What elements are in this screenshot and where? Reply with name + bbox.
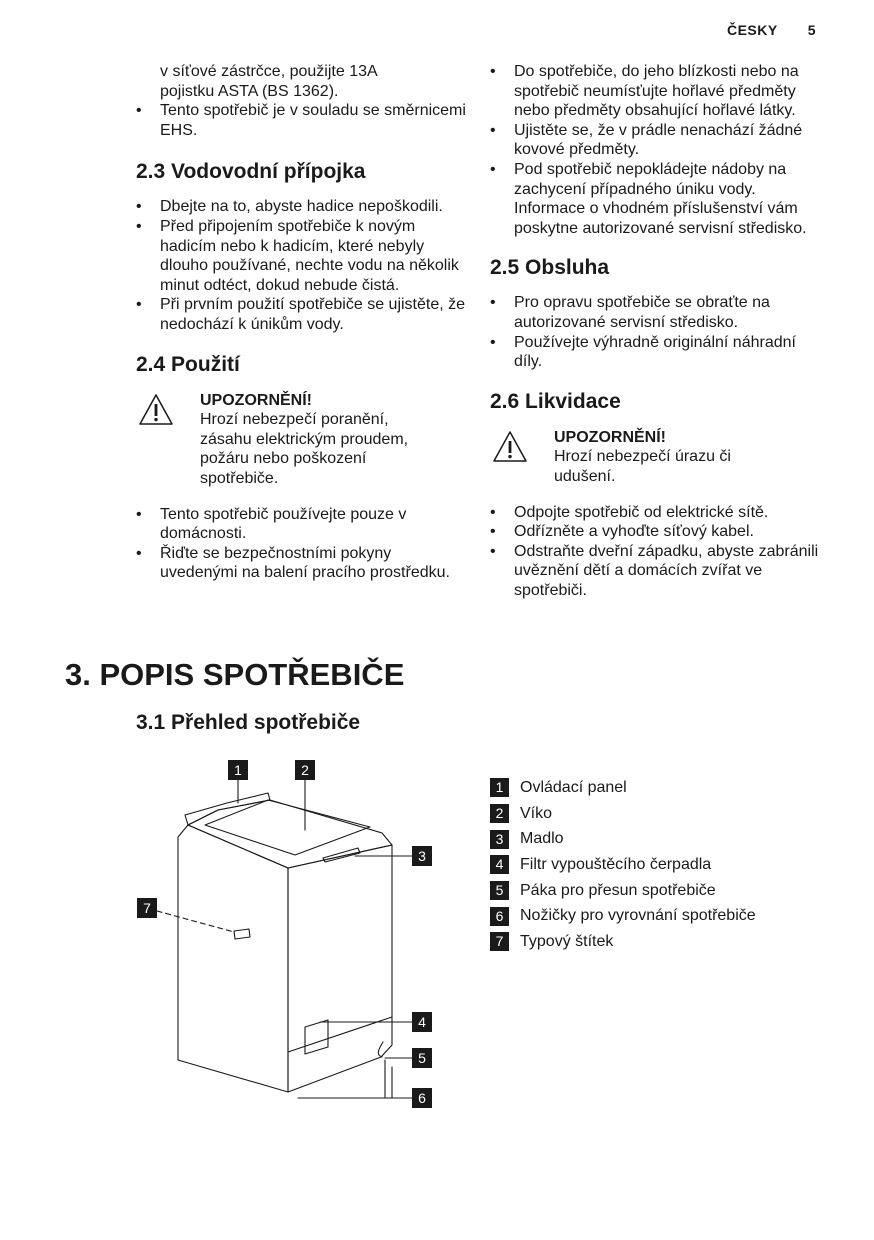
left-column: [136, 62, 466, 583]
list-item: • Tento spotřebič používejte pouze v domácnosti.: [136, 505, 466, 544]
legend-label: Víko: [520, 804, 553, 822]
list-item: • Odpojte spotřebič od elektrické sítě.: [490, 503, 820, 523]
bullet-list: [490, 62, 820, 238]
bullet-list: [490, 503, 820, 601]
cabinet-left-side: [178, 825, 288, 1092]
section-2-5-title: 2.5 Obsluha: [490, 256, 610, 280]
bullet-list: [136, 505, 466, 583]
callout-1: [228, 760, 248, 780]
callout-label: 1: [234, 762, 242, 778]
legend-label: Ovládací panel: [520, 778, 627, 796]
section-2-6-title: 2.6 Likvidace: [490, 389, 621, 413]
callout-label: 3: [418, 848, 426, 864]
list-item: • Tento spotřebič je v souladu se směrnicemi EHS.: [136, 101, 466, 140]
bullet-list: [136, 197, 466, 334]
callout-5: [412, 1048, 432, 1068]
warning-title: UPOZORNĚNÍ!: [554, 428, 666, 446]
section-3-1-title: 3.1 Přehled spotřebiče: [136, 711, 361, 734]
legend-item: [490, 929, 756, 955]
legend-label: Nožičky pro vyrovnání spotřebiče: [520, 907, 756, 925]
legend-label: Filtr vypouštěcího čerpadla: [520, 855, 712, 873]
language-label: ČESKY: [726, 22, 778, 38]
list-item: • Řiďte se bezpečnostními pokyny uvedenými na balení pracího prostředku.: [136, 544, 466, 583]
type-plate-leader: [157, 911, 234, 932]
list-item: • Před připojením spotřebiče k novým hadicím nebo k hadicím, které nebyly dlouho používané, nechte vodu na několik minut odtéct, dokud nebude čistá.: [136, 217, 466, 295]
legend-item: [490, 878, 756, 904]
legend-label: Madlo: [520, 830, 564, 848]
continued-text: v síťové zástrčce, použijte 13A pojistku ASTA (BS 1362).: [160, 63, 378, 100]
section-2-4-title: 2.4 Použití: [136, 352, 240, 376]
callout-4: [412, 1012, 432, 1032]
list-item: • Dbejte na to, abyste hadice nepoškodili.: [136, 197, 466, 217]
list-item: • Pod spotřebič nepokládejte nádoby na zachycení případného úniku vody. Informace o vhodném příslušenství vám poskytne autorizované servisní středisko.: [490, 160, 820, 238]
warning-text: Hrozí nebezpečí úrazu či udušení.: [554, 448, 731, 485]
list-item: • Ujistěte se, že v prádle nenachází žádné kovové předměty.: [490, 121, 820, 160]
legend-number: 1: [490, 778, 509, 797]
bullet-list: [490, 293, 820, 371]
callout-3: [412, 846, 432, 866]
legend-number: 4: [490, 855, 509, 874]
control-panel: [185, 793, 270, 825]
callout-label: 7: [143, 900, 151, 916]
legend-number: 3: [490, 830, 509, 849]
filter-door: [305, 1020, 328, 1054]
legend-number: 5: [490, 881, 509, 900]
legend-number: 7: [490, 932, 509, 951]
warning-text: Hrozí nebezpečí poranění, zásahu elektrickým proudem, požáru nebo poškození spotřebiče.: [200, 411, 409, 487]
legend-number: 6: [490, 907, 509, 926]
legend-item: [490, 826, 756, 852]
list-item: • Používejte výhradně originální náhradní díly.: [490, 333, 820, 372]
legend-item: [490, 801, 756, 827]
list-item: • Pro opravu spotřebiče se obraťte na autorizované servisní středisko.: [490, 293, 820, 332]
legend-item: [490, 903, 756, 929]
callout-label: 4: [418, 1014, 426, 1030]
right-column: [490, 62, 820, 600]
warning-triangle-icon: [492, 430, 528, 464]
list-item: • Odstraňte dveřní západku, abyste zabránili uvěznění dětí a domácích zvířat ve spotřebiči.: [490, 542, 820, 601]
callout-2: [295, 760, 315, 780]
figure-legend: [490, 775, 756, 955]
handle: [323, 848, 360, 862]
legend-item: [490, 775, 756, 801]
section-2-3-title: 2.3 Vodovodní přípojka: [136, 160, 366, 184]
lever: [378, 1042, 383, 1057]
appliance-diagram: [130, 755, 450, 1115]
bullet-list: [136, 101, 466, 140]
warning-box: [136, 391, 466, 489]
warning-title: UPOZORNĚNÍ!: [200, 391, 312, 409]
callout-7: [137, 898, 157, 918]
legend-item: [490, 852, 756, 878]
callout-label: 2: [301, 762, 309, 778]
page-header: [697, 22, 816, 38]
list-item: • Odřízněte a vyhoďte síťový kabel.: [490, 522, 820, 542]
list-item: • Do spotřebiče, do jeho blízkosti nebo na spotřebič neumísťujte hořlavé předměty nebo předměty obsahující hořlavé látky.: [490, 62, 820, 121]
legend-number: 2: [490, 804, 509, 823]
legend-label: Páka pro přesun spotřebiče: [520, 881, 716, 899]
legend-label: Typový štítek: [520, 932, 614, 950]
type-plate: [234, 929, 250, 939]
list-item: • Při prvním použití spotřebiče se ujistěte, že nedochází k únikům vody.: [136, 295, 466, 334]
warning-box: [490, 428, 820, 487]
callout-6: [412, 1088, 432, 1108]
callout-label: 6: [418, 1090, 426, 1106]
callout-label: 5: [418, 1050, 426, 1066]
page-number: 5: [807, 22, 816, 38]
cabinet-front: [288, 845, 392, 1092]
warning-triangle-icon: [138, 393, 174, 427]
chapter-title: 3. POPIS SPOTŘEBIČE: [65, 657, 405, 692]
